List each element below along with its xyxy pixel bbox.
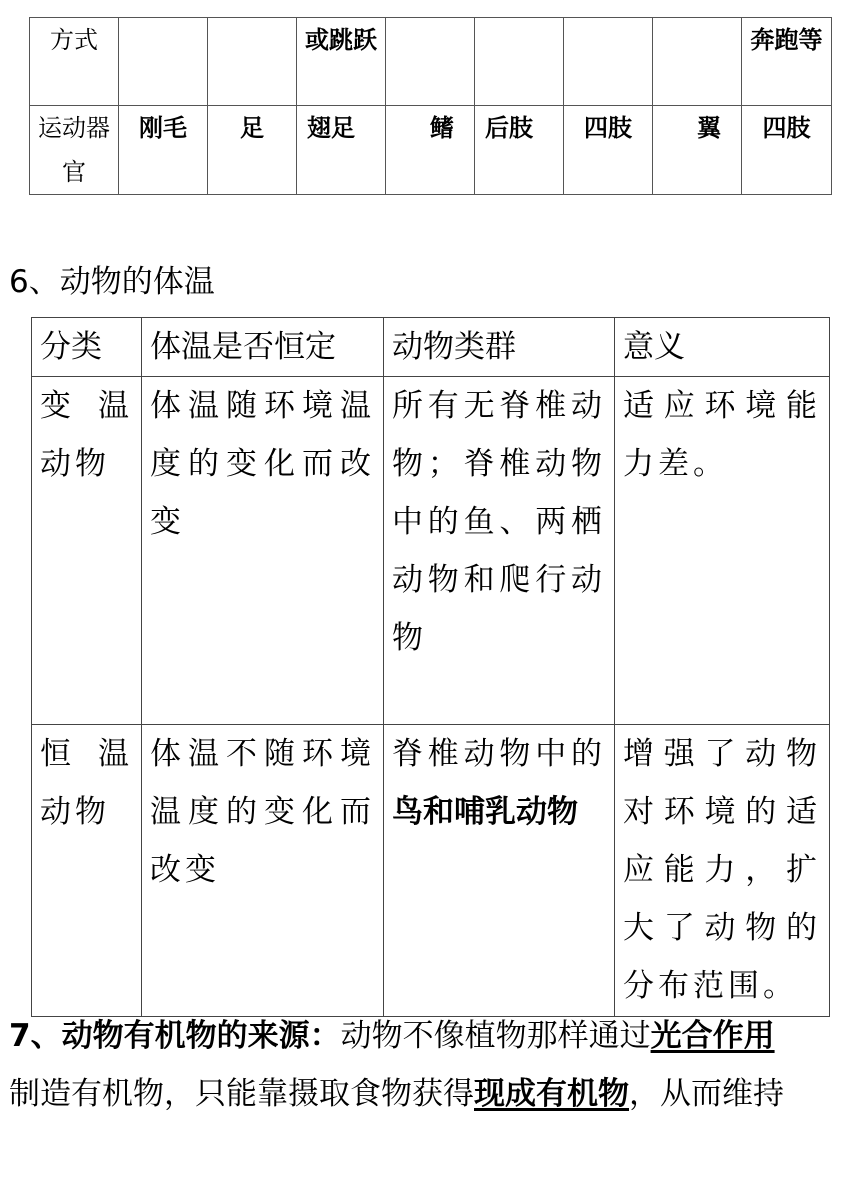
paragraph-text: ，从而维持: [629, 1076, 784, 1112]
table-cell: 刚毛: [119, 106, 208, 195]
column-header: 动物类群: [384, 318, 615, 377]
body-temperature-table: [31, 317, 830, 1017]
section-heading-body-temperature: 6、动物的体温: [9, 264, 215, 300]
table-cell: [564, 18, 653, 106]
constancy-cell: 体温随环境温度的变化而改变: [142, 377, 384, 725]
paragraph-line: [9, 1007, 855, 1065]
table-cell: [386, 18, 475, 106]
groups-cell: 所有无脊椎动物；脊椎动物中的鱼、两栖动物和爬行动物: [384, 377, 615, 725]
row-label-organ: 运动器官: [30, 106, 119, 195]
table-cell: 鳍: [386, 106, 475, 195]
table-row: [32, 725, 830, 1017]
keyword-underlined: 现成有机物: [474, 1076, 629, 1112]
category-cell: 变 温动物: [32, 377, 142, 725]
table-header-row: [32, 318, 830, 377]
column-header: 体温是否恒定: [142, 318, 384, 377]
meaning-cell: 增强了动物对环境的适应能力，扩大了动物的分布范围。: [615, 725, 830, 1017]
table-cell: 奔跑等: [742, 18, 832, 106]
movement-organ-table: [29, 17, 832, 195]
category-cell: 恒 温动物: [32, 725, 142, 1017]
table-cell: [475, 18, 564, 106]
groups-emphasis: 鸟和哺乳动物: [392, 794, 578, 830]
section-paragraph-organic-source: [9, 1007, 855, 1123]
keyword-underlined: 光合作用: [650, 1018, 775, 1054]
table-row: [30, 106, 832, 195]
table-cell: 或跳跃: [297, 18, 386, 106]
constancy-cell: 体温不随环境温度的变化而改变: [142, 725, 384, 1017]
table-row: [30, 18, 832, 106]
groups-cell: [384, 725, 615, 1017]
column-header: 意义: [615, 318, 830, 377]
table-cell: 翼: [653, 106, 742, 195]
table-cell: 翅足: [297, 106, 386, 195]
table-row: [32, 377, 830, 725]
paragraph-text: 动物不像植物那样通过: [340, 1018, 651, 1054]
table-cell: [119, 18, 208, 106]
table-cell: 四肢: [742, 106, 832, 195]
paragraph-line: [9, 1065, 855, 1123]
column-header: 分类: [32, 318, 142, 377]
paragraph-text: 制造有机物，只能靠摄取食物获得: [9, 1076, 474, 1112]
row-label-method: 方式: [30, 18, 119, 106]
table-cell: [208, 18, 297, 106]
table-cell: 四肢: [564, 106, 653, 195]
table-cell: [653, 18, 742, 106]
table-cell: 足: [208, 106, 297, 195]
section-title: 7、动物有机物的来源：: [9, 1018, 341, 1054]
groups-prefix: 脊椎动物中的: [392, 736, 606, 772]
meaning-cell: 适应环境能力差。: [615, 377, 830, 725]
table-cell: 后肢: [475, 106, 564, 195]
